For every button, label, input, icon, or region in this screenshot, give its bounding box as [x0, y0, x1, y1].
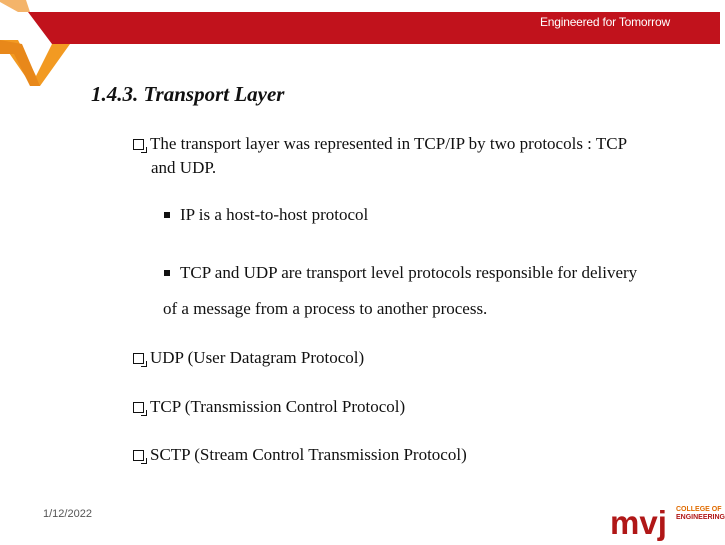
sub-bullet-text: TCP and UDP are transport level protocols responsible for delivery [180, 263, 638, 282]
protocol-item [133, 347, 364, 369]
slide-date: 1/12/2022 [43, 508, 92, 520]
sub-bullet-text: IP is a host-to-host protocol [180, 205, 369, 224]
intro-line-2: and UDP. [151, 158, 217, 177]
college-logo [608, 503, 725, 541]
sub-bullet-item [164, 204, 368, 226]
protocol-text: SCTP (Stream Control Transmission Protocol) [150, 445, 467, 464]
checkbox-bullet-icon [133, 353, 144, 364]
protocol-item [133, 444, 467, 466]
protocol-text: UDP (User Datagram Protocol) [150, 348, 365, 367]
protocol-item [133, 396, 405, 418]
sub-bullet-continuation: of a message from a process to another process. [163, 299, 488, 318]
sub-bullet-item [164, 262, 637, 284]
intro-line-1: The transport layer was represented in TCP/IP by two protocols : TCP [150, 134, 628, 153]
mvj-logo-mark [608, 503, 676, 540]
intro-bullet [133, 133, 627, 155]
square-bullet-icon [164, 270, 170, 276]
logo-caption: COLLEGE OF ENGINEERING [676, 506, 725, 521]
protocol-text: TCP (Transmission Control Protocol) [150, 397, 406, 416]
checkbox-bullet-icon [133, 402, 144, 413]
svg-text:mvj: mvj [610, 504, 667, 541]
header-tagline: Engineered for Tomorrow [540, 15, 670, 29]
checkbox-bullet-icon [133, 139, 144, 150]
checkbox-bullet-icon [133, 450, 144, 461]
slide-title: 1.4.3. Transport Layer [91, 82, 285, 106]
square-bullet-icon [164, 212, 170, 218]
